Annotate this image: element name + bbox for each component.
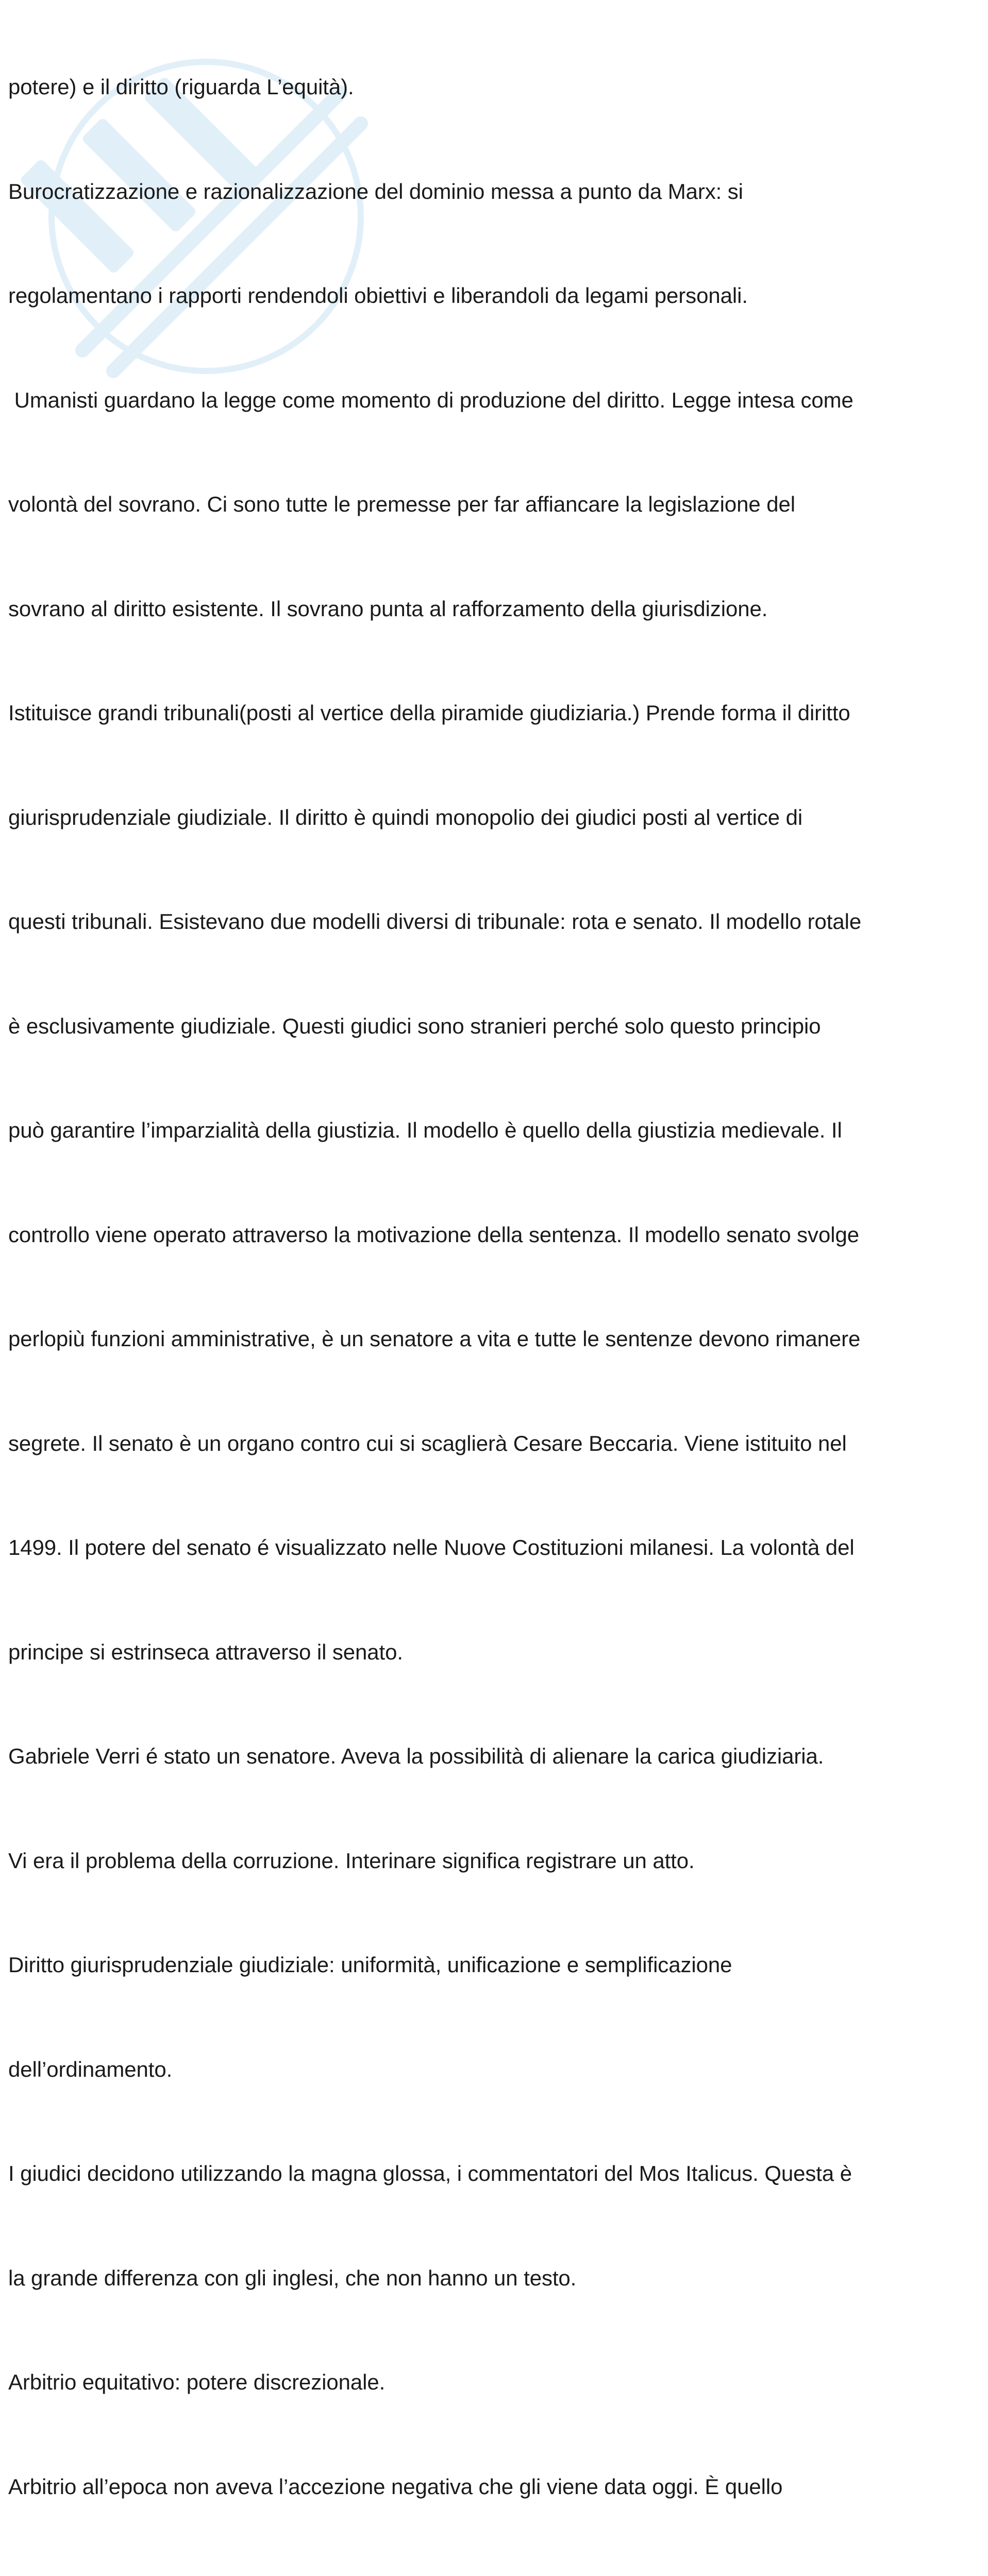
text-line: Arbitrio all’epoca non aveva l’accezione negativa che gli viene data oggi. È quello bbox=[8, 2474, 783, 2499]
text-line: Istituisce grandi tribunali(posti al vertice della piramide giudiziaria.) Prende forma il diritto bbox=[8, 701, 850, 725]
text-line: I giudici decidono utilizzando la magna glossa, i commentatori del Mos Italicus. Questa è bbox=[8, 2161, 852, 2185]
text-line: principe si estrinseca attraverso il senato. bbox=[8, 1639, 403, 1664]
text-line: Burocratizzazione e razionalizzazione del dominio messa a punto da Marx: si bbox=[8, 179, 743, 204]
text-line: Diritto giurisprudenziale giudiziale: uniformità, unificazione e semplificazione bbox=[8, 1953, 732, 1977]
text-line: perlopiù funzioni amministrative, è un senatore a vita e tutte le sentenze devono rimanere bbox=[8, 1327, 861, 1351]
text-line: la grande differenza con gli inglesi, che non hanno un testo. bbox=[8, 2265, 577, 2290]
text-line: può garantire l’imparzialità della giustizia. Il modello è quello della giustizia medievale. Il bbox=[8, 1118, 842, 1142]
text-line: Arbitrio equitativo: potere discrezionale. bbox=[8, 2370, 386, 2394]
text-line: regolamentano i rapporti rendendoli obiettivi e liberandoli da legami personali. bbox=[8, 283, 748, 308]
text-line: volontà del sovrano. Ci sono tutte le premesse per far affiancare la legislazione del bbox=[8, 492, 795, 516]
text-line: questi tribunali. Esistevano due modelli diversi di tribunale: rota e senato. Il modello rotale bbox=[8, 909, 862, 934]
text-line bbox=[8, 2573, 977, 2576]
text-line: segrete. Il senato è un organo contro cui si scaglierà Cesare Beccaria. Viene istituito nel bbox=[8, 1431, 847, 1455]
text-line: dell’ordinamento. bbox=[8, 2057, 173, 2081]
text-line: controllo viene operato attraverso la motivazione della sentenza. Il modello senato svolge bbox=[8, 1222, 859, 1247]
text-line: Vi era il problema della corruzione. Interinare significa registrare un atto. bbox=[8, 1848, 695, 1873]
text-line: è esclusivamente giudiziale. Questi giudici sono stranieri perché solo questo principio bbox=[8, 1013, 821, 1038]
text-line: Umanisti guardano la legge come momento di produzione del diritto. Legge intesa come bbox=[8, 387, 853, 412]
text-line: 1499. Il potere del senato é visualizzato nelle Nuove Costituzioni milanesi. La volontà del bbox=[8, 1535, 855, 1560]
text-line: giurisprudenziale giudiziale. Il diritto è quindi monopolio dei giudici posti al vertice di bbox=[8, 805, 803, 829]
text-line: Gabriele Verri é stato un senatore. Aveva la possibilità di alienare la carica giudiziaria. bbox=[8, 1744, 824, 1768]
text-line: potere) e il diritto (riguarda L’equità). bbox=[8, 75, 354, 99]
text-line: sovrano al diritto esistente. Il sovrano punta al rafforzamento della giurisdizione. bbox=[8, 596, 768, 621]
document-body bbox=[8, 0, 977, 2576]
